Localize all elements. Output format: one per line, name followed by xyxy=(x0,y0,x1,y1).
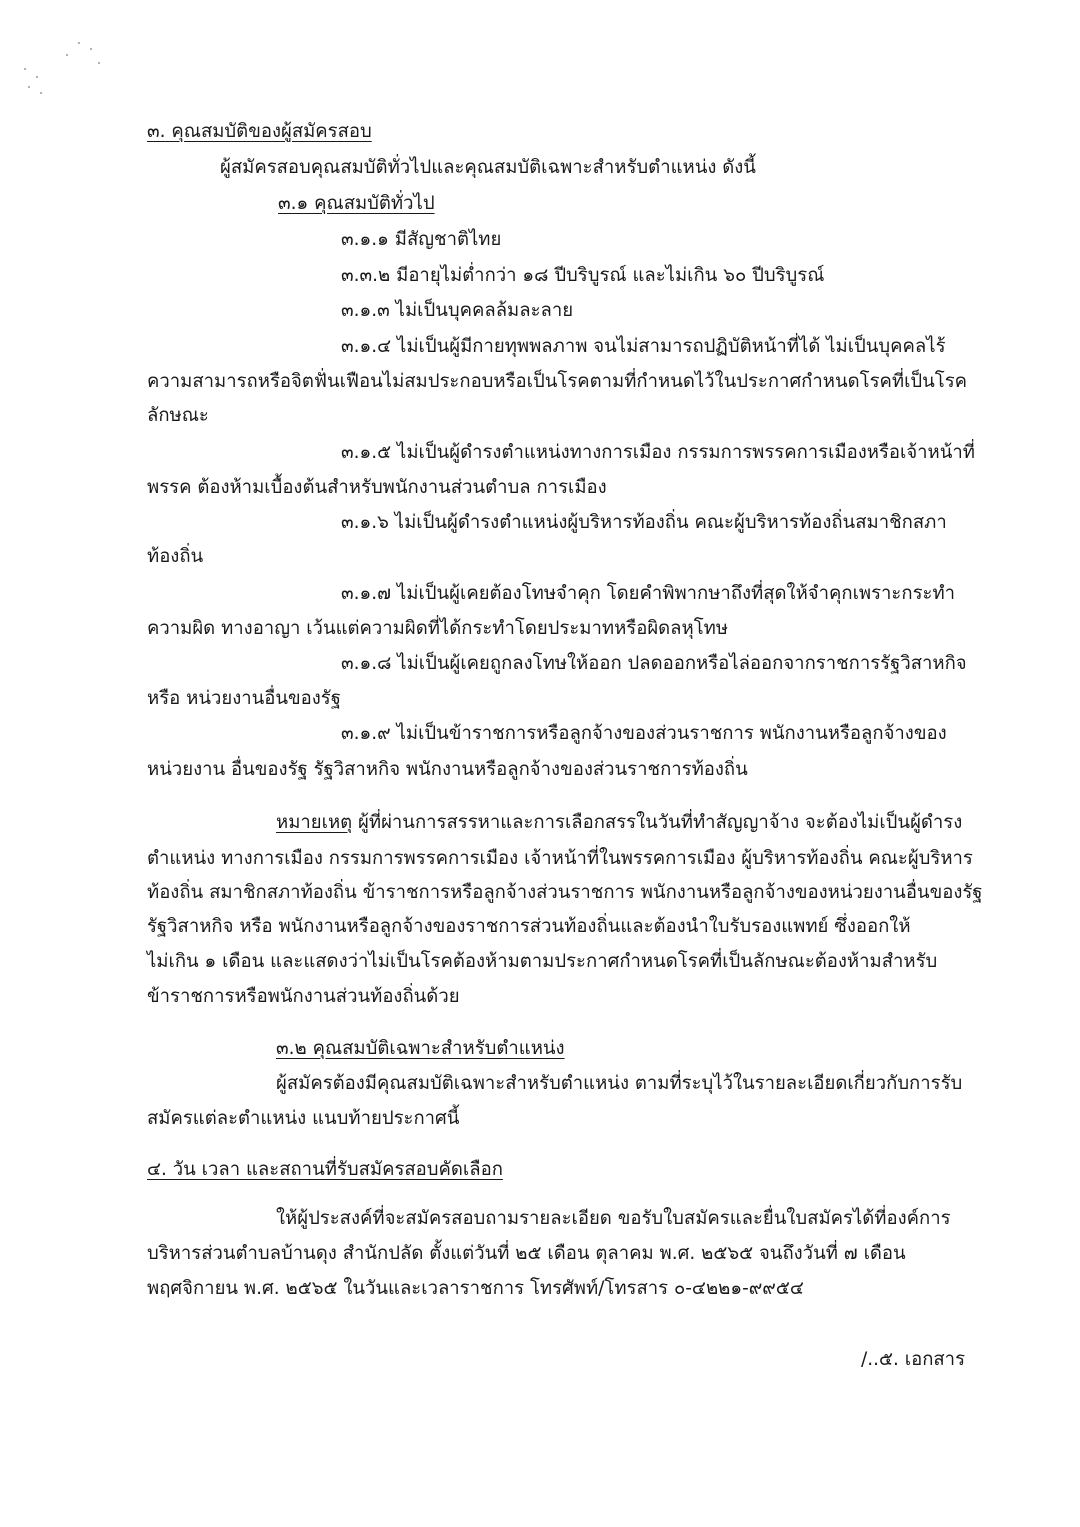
item-3-1-4-line-3: ลักษณะ xyxy=(147,405,209,426)
item-3-1-4-line-1: ๓.๑.๔ ไม่เป็นผู้มีกายทุพพลภาพ จนไม่สามารถปฏิบัติหน้าที่ได้ ไม่เป็นบุคคลไร้ xyxy=(341,336,946,357)
item-3-1-2: ๓.๓.๒ มีอายุไม่ต่ำกว่า ๑๘ ปีบริบูรณ์ และไม่เกิน ๖๐ ปีบริบูรณ์ xyxy=(341,265,825,286)
section-4-line-2: บริหารส่วนตำบลบ้านดุง สำนักปลัด ตั้งแต่วันที่ ๒๕ เดือน ตุลาคม พ.ศ. ๒๕๖๕ จนถึงวันที่ ๗ เดือน xyxy=(147,1243,906,1264)
item-3-1-8-line-2: หรือ หน่วยงานอื่นของรัฐ xyxy=(147,688,341,709)
scan-specks xyxy=(18,38,108,98)
item-3-1-6-line-2: ท้องถิ่น xyxy=(147,546,204,567)
section-3-heading: ๓. คุณสมบัติของผู้สมัครสอบ xyxy=(147,121,372,142)
subsection-3-2-line-2: สมัครแต่ละตำแหน่ง แนบท้ายประกาศนี้ xyxy=(147,1108,460,1129)
subsection-3-1-heading: ๓.๑ คุณสมบัติทั่วไป xyxy=(278,193,435,214)
item-3-1-3: ๓.๑.๓ ไม่เป็นบุคคลล้มละลาย xyxy=(341,300,574,321)
note-line-1 xyxy=(276,812,962,834)
note-text: ผู้ที่ผ่านการสรรหาและการเลือกสรรในวันที่ทำสัญญาจ้าง จะต้องไม่เป็นผู้ดำรง xyxy=(352,812,963,833)
section-4-heading: ๔. วัน เวลา และสถานที่รับสมัครสอบคัดเลือก xyxy=(147,1159,503,1180)
item-3-1-9-line-1: ๓.๑.๙ ไม่เป็นข้าราชการหรือลูกจ้างของส่วนราชการ พนักงานหรือลูกจ้างของ xyxy=(341,723,947,744)
item-3-1-5-line-2: พรรค ต้องห้ามเบื้องต้นสำหรับพนักงานส่วนตำบล การเมือง xyxy=(147,477,607,498)
item-3-1-7-line-1: ๓.๑.๗ ไม่เป็นผู้เคยต้องโทษจำคุก โดยคำพิพากษาถึงที่สุดให้จำคุกเพราะกระทำ xyxy=(341,583,956,604)
continuation-marker: /..๕. เอกสาร xyxy=(861,1349,966,1370)
section-4-line-3: พฤศจิกายน พ.ศ. ๒๕๖๕ ในวันและเวลาราชการ โทรศัพท์/โทรสาร ๐-๔๒๒๑-๙๙๕๔ xyxy=(147,1278,804,1299)
note-line-4: รัฐวิสาหกิจ หรือ พนักงานหรือลูกจ้างของราชการส่วนท้องถิ่นและต้องนำใบรับรองแพทย์ ซึ่งออกให้ xyxy=(147,916,911,937)
note-line-5: ไม่เกิน ๑ เดือน และแสดงว่าไม่เป็นโรคต้องห้ามตามประกาศกำหนดโรคที่เป็นลักษณะต้องห้ามสำหรับ xyxy=(147,951,938,972)
item-3-1-9-line-2: หน่วยงาน อื่นของรัฐ รัฐวิสาหกิจ พนักงานหรือลูกจ้างของส่วนราชการท้องถิ่น xyxy=(147,759,748,780)
note-line-3: ท้องถิ่น สมาชิกสภาท้องถิ่น ข้าราชการหรือลูกจ้างส่วนราชการ พนักงานหรือลูกจ้างของหน่วยงานอื่นของรัฐ xyxy=(147,882,983,903)
note-label: หมายเหตุ xyxy=(276,812,353,833)
item-3-1-4-line-2: ความสามารถหรือจิตฟั่นเฟือนไม่สมประกอบหรือเป็นโรคตามที่กำหนดไว้ในประกาศกำหนดโรคที่เป็นโรค xyxy=(147,371,968,392)
item-3-1-7-line-2: ความผิด ทางอาญา เว้นแต่ความผิดที่ได้กระทำโดยประมาทหรือผิดลหุโทษ xyxy=(147,618,729,639)
note-line-2: ตำแหน่ง ทางการเมือง กรรมการพรรคการเมือง เจ้าหน้าที่ในพรรคการเมือง ผู้บริหารท้องถิ่น คณะผู้บริหาร xyxy=(147,848,973,869)
section-3-intro: ผู้สมัครสอบคุณสมบัติทั่วไปและคุณสมบัติเฉพาะสำหรับตำแหน่ง ดังนี้ xyxy=(220,157,756,178)
item-3-1-1: ๓.๑.๑ มีสัญชาติไทย xyxy=(341,229,502,250)
subsection-3-2-line-1: ผู้สมัครต้องมีคุณสมบัติเฉพาะสำหรับตำแหน่ง ตามที่ระบุไว้ในรายละเอียดเกี่ยวกับการรับ xyxy=(276,1073,963,1094)
item-3-1-6-line-1: ๓.๑.๖ ไม่เป็นผู้ดำรงตำแหน่งผู้บริหารท้องถิ่น คณะผู้บริหารท้องถิ่นสมาชิกสภา xyxy=(341,512,947,533)
subsection-3-2-heading: ๓.๒ คุณสมบัติเฉพาะสำหรับตำแหน่ง xyxy=(276,1038,565,1059)
item-3-1-5-line-1: ๓.๑.๕ ไม่เป็นผู้ดำรงตำแหน่งทางการเมือง กรรมการพรรคการเมืองหรือเจ้าหน้าที่ xyxy=(341,442,975,463)
item-3-1-8-line-1: ๓.๑.๘ ไม่เป็นผู้เคยถูกลงโทษให้ออก ปลดออกหรือไล่ออกจากราชการรัฐวิสาหกิจ xyxy=(341,653,967,674)
section-4-line-1: ให้ผู้ประสงค์ที่จะสมัครสอบถามรายละเอียด ขอรับใบสมัครและยื่นใบสมัครได้ที่องค์การ xyxy=(276,1208,951,1229)
note-line-6: ข้าราชการหรือพนักงานส่วนท้องถิ่นด้วย xyxy=(147,986,460,1007)
